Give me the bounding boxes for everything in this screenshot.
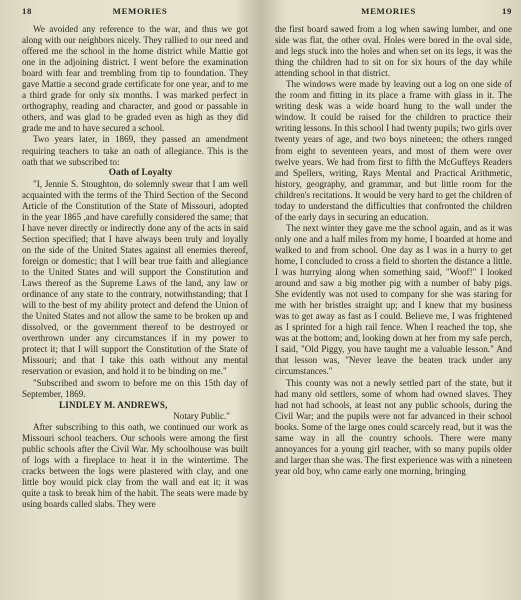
paragraph: We avoided any reference to the war, and thus we got along with our neighbors nicely. They rallied to our need and offered me the school in the home district while Mattie got one in the adjoining district. I went before the examination board with fear and trembling from tip to foundation. They gave Mattie a second grade certificate for one year, and to me a third grade for only six months. I was marked perfect in orthography, reading and character, and good or passable in others, and was glad to be graded even as high as they did grade me and to have secured a school.	[22, 24, 248, 134]
right-page-header	[275, 6, 512, 20]
paragraph: the first board sawed from a log when sawing lumber, and one side was flat, the other oval. Holes were bored in the oval side, and legs stuck into the holes and when set on its legs, it was the thing the children had to sit on for six hours of the day while attending school in that district.	[275, 24, 512, 79]
page-number: 18	[22, 6, 32, 16]
oath-text: "I, Jennie S. Stoughton, do solemnly swear that I am well acquainted with the terms of the Third Section of the Second Article of the Constitution of the State of Missouri, adopted in the year 1865 ,and have carefully considered the same; that I have never directly or indirectly done any of the acts in said Section specified; that I have always been truly and loyally on the side of the United States against all enemies thereof, foreign or domestic; that I will bear true faith and allegiance to the United States and will support the Constitution and Laws thereof as the Supreme Laws of the land, any law or ordinance of any state to the contrary, notwithstanding; that I will to the best of my ability protect and defend the Union of the United States and not allow the same to be broken up and dissolved, or the government thereof to be destroyed or overthrown under any circumstances if in my power to protect it; that I will support the Constitution of the State of Missouri; and that I take this oath without any mental reservation or evasion, and hold it to be binding on me."	[22, 178, 248, 377]
paragraph: After subscribing to this oath, we continued our work as Missouri school teachers. Our schools were among the first public schools after the Civil War. My schoolhouse was built of logs with a fireplace to heat it in the wintertime. The cracks between the logs were plastered with clay, and one little boy would pick clay from the wall and eat it; it was quite a task to break him of the habit. The seats were made by using boards called slabs. They were	[22, 421, 248, 510]
left-page	[0, 0, 260, 600]
right-page	[260, 0, 520, 600]
signature-title: Notary Public."	[173, 410, 230, 421]
running-head: MEMORIES	[361, 6, 416, 16]
page-number: 19	[502, 6, 512, 16]
oath-heading: Oath of Loyalty	[108, 167, 173, 178]
running-head: MEMORIES	[112, 6, 168, 16]
paragraph: The next winter they gave me the school again, and as it was only one and a half miles from my home, I boarded at home and walked to and from school. One day as I was in a hurry to get home, I concluded to cross a field to shorten the distance a little. I was hurrying along when something said, "Woof!" I looked around and saw a big mother pig with a number of baby pigs. She evidently was not used to company for she was staring for me with her bristles straight up; and I knew that my business was to get away as fast as I could. Believe me, I was frightened as I sprinted for a high rail fence. When I reached the top, she was at the bottom; and, looking down at her from my safe perch, I said, "Old Piggy, you have taught me a valuable lesson." And that lesson was, "Never leave the beaten track under any circumstances."	[275, 222, 512, 377]
left-page-body	[22, 24, 248, 510]
paragraph: This county was not a newly settled part of the state, but it had many old settlers, some of whom had owned slaves. They had not had schools, at least not any public schools, during the Civil War; and the pupils were not far advanced in their school books. Some of the large ones could scarcely read, but it was the same way in all the country schools. There were many annoyances for a young girl teacher, with so many pupils older and larger than she was. The first experience was with a nineteen year old boy, who came early one morning, bringing	[275, 377, 512, 476]
signature-name: LINDLEY M. ANDREWS,	[59, 399, 168, 410]
paragraph: Two years later, in 1869, they passed an amendment requiring teachers to take an oath of allegiance. This is the oath that we subscribed to:	[22, 134, 248, 167]
paragraph: The windows were made by leaving out a log on one side of the room and fitting in its place a frame with glass in it. The writing desk was a wide board hung to the wall under the window. It could be raised for the children to practice their writing lessons. In this school I had twenty pupils; two girls over twenty years of age, and two boys nineteen; the others ranged from eight to seventeen years, and most of them were over twelve years. We had from first to fifth the McGuffeys Readers and Spellers, writing, Rays Mental and Practical Arithmetic, history, geography, and grammar, and but little room for the children's recitations. It would be very hard to get the children of today to understand the difficulties that confronted the children of the early days in securing an education.	[275, 79, 512, 222]
right-page-body	[275, 24, 512, 477]
subscribed-line: "Subscribed and sworn to before me on this 15th day of September, 1869.	[22, 377, 248, 399]
left-page-header	[22, 6, 248, 20]
